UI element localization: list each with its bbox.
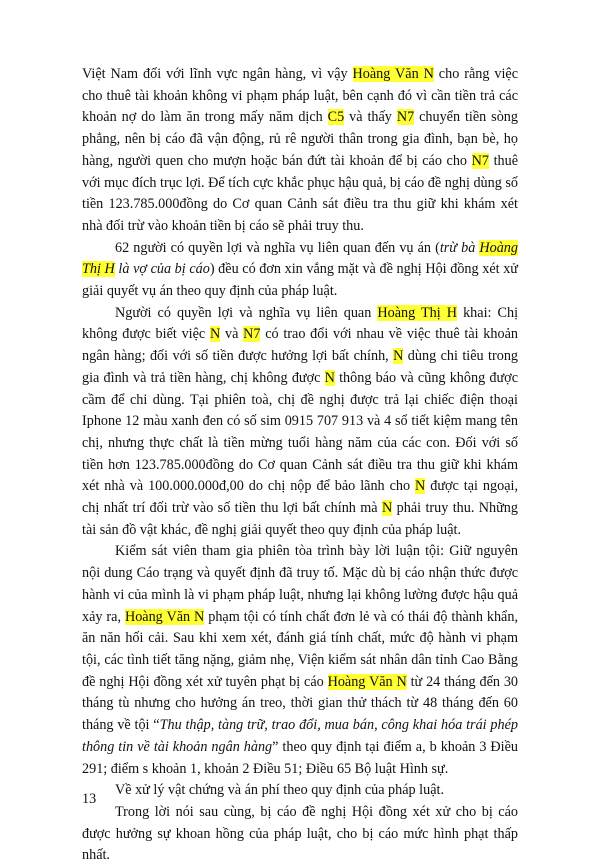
- text-run: khai: Chị không được biết việc: [82, 304, 519, 343]
- highlighted-name: N: [415, 478, 426, 495]
- text-run: có trao đổi với nhau về việc thuê tài khoản ngân hàng; đối với số tiền được hưởng lợi bất chính,: [82, 326, 518, 365]
- highlighted-name: N: [393, 348, 404, 365]
- text-run: trừ bà: [439, 239, 480, 256]
- highlighted-name: N: [382, 500, 393, 517]
- text-run: Người có quyền lợi và nghĩa vụ liên quan: [115, 304, 378, 321]
- paragraph: [82, 238, 518, 303]
- paragraph: [82, 802, 518, 867]
- highlighted-name: N7: [396, 109, 415, 126]
- highlighted-name: N: [209, 326, 221, 343]
- text-run: phạm tội có tính chất đơn lẻ và có thái độ thành khẩn, ăn năn hối cải. Sau khi xem xét, đánh giá tính chất, mức độ hành vi phạm tội, các tình tiết tăng nặng, giảm nhẹ, Viện kiểm sát nhân dân tỉnh Cao Bằng đề nghị Hội đồng xét xử tuyên phạt bị cáo: [82, 608, 518, 690]
- paragraph: [82, 780, 518, 802]
- text-run: từ 24 tháng đến 30 tháng tù nhưng cho hưởng án treo, thời gian thử thách từ 48 tháng đến 60 tháng về tội “: [82, 673, 519, 734]
- text-run: được tại ngoại, chị nhất trí đối trừ vào số tiền thu lợi bất chính mà: [82, 478, 518, 517]
- highlighted-name: Hoàng Thị H: [82, 239, 518, 278]
- highlighted-name: Hoàng Văn N: [124, 608, 205, 625]
- text-run: chuyển tiền sòng phẳng, nên bị cáo đã vận động, rủ rê người thân trong gia đình, bạn bè, họ hàng, người quen cho mượn hoặc bán đứt tài khoản để bị cáo cho: [82, 109, 518, 169]
- highlighted-name: Hoàng Văn N: [327, 673, 407, 690]
- highlighted-name: N7: [471, 152, 489, 169]
- text-run: thông báo và cũng không được cầm để chi dùng. Tại phiên toà, chị đề nghị được trả lại chiếc điện thoại Iphone 12 màu xanh đen có số sim 0915 707 913 và 4 sổ tiết kiệm mang tên chị, nhưng thực chất là tiền mừng tuổi hàng năm của các con. Đối với số tiền hơn 123.785.000đồng do Cơ quan Cảnh sát điều tra thu giữ khi khám xét nhà và 100.000.000đ,00 do chị nộp để bảo lãnh cho: [82, 369, 518, 495]
- text-run: ) đều có đơn xin vắng mặt và đề nghị Hội đồng xét xử giải quyết vụ án theo quy định của pháp luật.: [82, 261, 518, 300]
- text-run: Về xử lý vật chứng và án phí theo quy định của pháp luật.: [115, 782, 445, 799]
- paragraph: [82, 303, 518, 542]
- highlighted-name: C5: [327, 109, 345, 126]
- text-run: ” theo quy định tại điểm a, b khoản 3 Điều 291; điểm s khoản 1, khoản 2 Điều 51; Điều 65 Bộ luật Hình sự.: [82, 738, 518, 777]
- text-run: cho rằng việc cho thuê tài khoản không vi phạm pháp luật, bên cạnh đó vì cần tiền trả các khoản nợ do làm ăn trong mấy năm dịch: [82, 66, 519, 126]
- text-run: Việt Nam đối với lĩnh vực ngân hàng, vì vậy: [82, 66, 353, 82]
- highlighted-name: Hoàng Văn N: [352, 66, 434, 82]
- text-run: là vợ của bị cáo: [114, 261, 210, 278]
- highlighted-name: Hoàng Thị H: [377, 304, 458, 321]
- text-run: phải truy thu. Những tài sản đồ vật khác, đề nghị giải quyết theo quy định của pháp luật.: [82, 500, 518, 538]
- text-run: Trong lời nói sau cùng, bị cáo đề nghị Hội đồng xét xử cho bị cáo được hưởng sự khoan hồng của pháp luật, cho bị cáo mức hình phạt thấp nhất.: [82, 803, 518, 864]
- text-run: và thấy: [344, 109, 397, 126]
- text-run: và: [220, 326, 244, 343]
- highlighted-name: N7: [243, 326, 261, 343]
- text-run: Thu thập, tàng trữ, trao đổi, mua bán, công khai hóa trái phép thông tin về tài khoản ngân hàng: [82, 717, 518, 755]
- text-run: dùng chi tiêu trong gia đình và trả tiền hàng, chị không được: [82, 348, 519, 386]
- text-run: 62 người có quyền lợi và nghĩa vụ liên quan đến vụ án (: [115, 239, 440, 256]
- highlighted-name: N: [324, 369, 335, 386]
- paragraph: [82, 541, 518, 780]
- text-run: thuê với mục đích trục lợi. Để tích cực khắc phục hậu quả, bị cáo đề nghị dùng số tiền 123.785.000đồng do Cơ quan Cảnh sát điều tra thu giữ khi khám xét nhà đối trừ vào khoản tiền bị cáo sẽ phải truy thu.: [82, 152, 518, 234]
- body-text: [82, 64, 518, 867]
- text-run: Kiểm sát viên tham gia phiên tòa trình bày lời luận tội: Giữ nguyên nội dung Cáo trạng và quyết định đã truy tố. Mặc dù bị cáo nhận thức được hành vi của mình là vi phạm pháp luật, nhưng lại không lường được hậu quả xảy ra,: [82, 543, 518, 625]
- paragraph: [82, 64, 518, 238]
- page-number: 13: [82, 791, 97, 807]
